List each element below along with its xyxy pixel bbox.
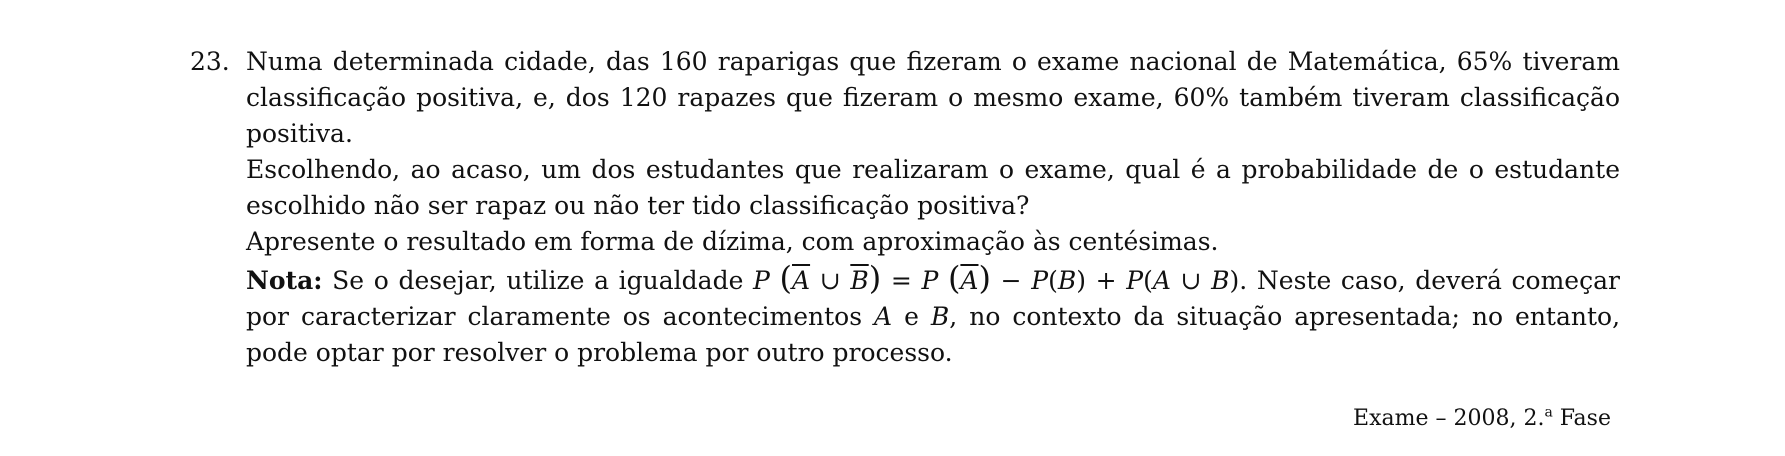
- problem-paragraph-3: Apresente o resultado em forma de dízima, com aproximação às centésimas.: [246, 227, 1219, 256]
- note-text-before: Se o desejar, utilize a igualdade: [332, 266, 744, 295]
- note-text-end: , no contexto da situação apresentada; no entanto, pode optar por resolver o problema por outro processo.: [246, 302, 1621, 367]
- problem-paragraph-2: Escolhendo, ao acaso, um dos estudantes que realizaram o exame, qual é a probabilidade de o estudante escolhido não ser rapaz ou não ter tido classificação positiva?: [246, 155, 1620, 220]
- exam-source: [1353, 406, 1611, 432]
- event-a: A: [874, 302, 893, 331]
- source-sup: a: [1544, 404, 1553, 421]
- note-label: Nota:: [246, 266, 323, 295]
- note-paragraph: [246, 260, 1620, 371]
- note-text-e: e: [904, 302, 919, 331]
- problem-paragraph-1: Numa determinada cidade, das 160 raparigas que fizeram o exame nacional de Matemática, 65% tiveram classificação positiva, e, dos 120 rapazes que fizeram o mesmo exame, 60% também tiveram classificação positiva.: [246, 47, 1620, 148]
- note-text-after: . Neste caso, deverá começar por caracterizar claramente os acontecimentos: [246, 266, 1620, 331]
- event-b: B: [930, 302, 950, 331]
- formula: P ($\overline{A}$ ∪ $\overline{B}) = P$ $(\overline{A}) - P(B) + P(A$ ∪ B): [753, 259, 1240, 297]
- problem-number: 23.: [190, 47, 230, 76]
- problem-23: [190, 44, 1620, 371]
- source-prefix: Exame – 2008, 2.: [1353, 406, 1545, 431]
- problem-body: [246, 44, 1620, 371]
- source-suffix: Fase: [1552, 406, 1611, 431]
